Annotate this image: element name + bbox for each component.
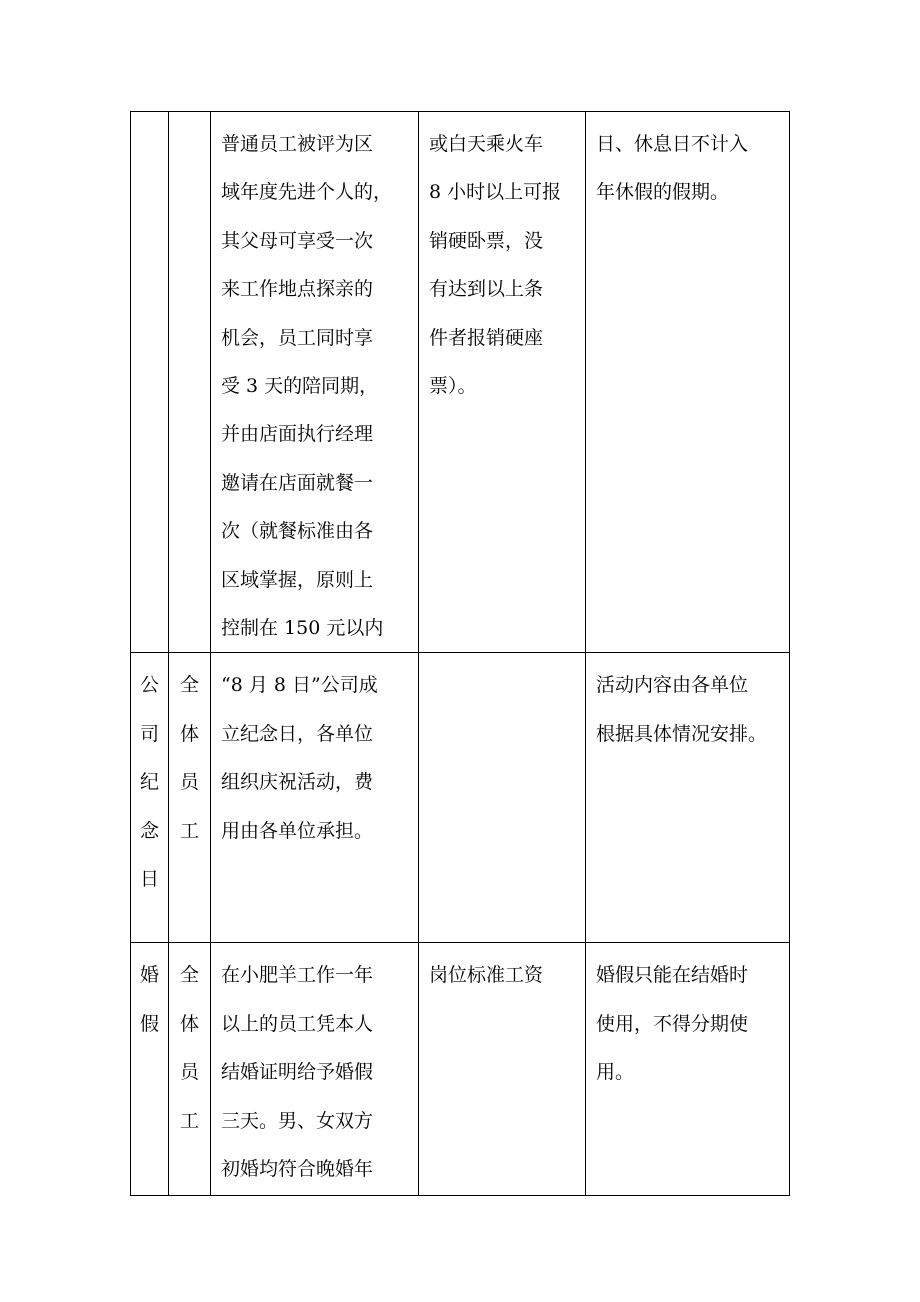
leave-policy-table [130, 111, 790, 1196]
table-row [131, 653, 790, 943]
content-cell: 在小肥羊工作一年 以上的员工凭本人 结婚证明给予婚假 三天。男、女双方 初婚均符合晚婚年 [211, 943, 419, 1196]
scope-cell [169, 112, 211, 653]
table-row [131, 943, 790, 1196]
pay-cell: 岗位标准工资 [419, 943, 586, 1196]
pay-cell: 或白天乘火车 8 小时以上可报 销硬卧票，没 有达到以上条 件者报销硬座 票）。 [419, 112, 586, 653]
notes-cell: 婚假只能在结婚时 使用，不得分期使 用。 [586, 943, 790, 1196]
category-cell [131, 112, 169, 653]
notes-cell: 日、休息日不计入 年休假的假期。 [586, 112, 790, 653]
category-cell: 婚 假 [131, 943, 169, 1196]
notes-cell: 活动内容由各单位 根据具体情况安排。 [586, 653, 790, 943]
content-cell: 普通员工被评为区 域年度先进个人的， 其父母可享受一次 来工作地点探亲的 机会，员工同时享 受 3 天的陪同期， 并由店面执行经理 邀请在店面就餐一 次（就餐标准由各 区域掌握，原则上 控制在 150 元以内 [211, 112, 419, 653]
scope-cell: 全 体 员 工 [169, 943, 211, 1196]
category-cell: 公 司 纪 念 日 [131, 653, 169, 943]
content-cell: “8 月 8 日”公司成 立纪念日，各单位 组织庆祝活动，费 用由各单位承担。 [211, 653, 419, 943]
scope-cell: 全 体 员 工 [169, 653, 211, 943]
pay-cell [419, 653, 586, 943]
table-row [131, 112, 790, 653]
